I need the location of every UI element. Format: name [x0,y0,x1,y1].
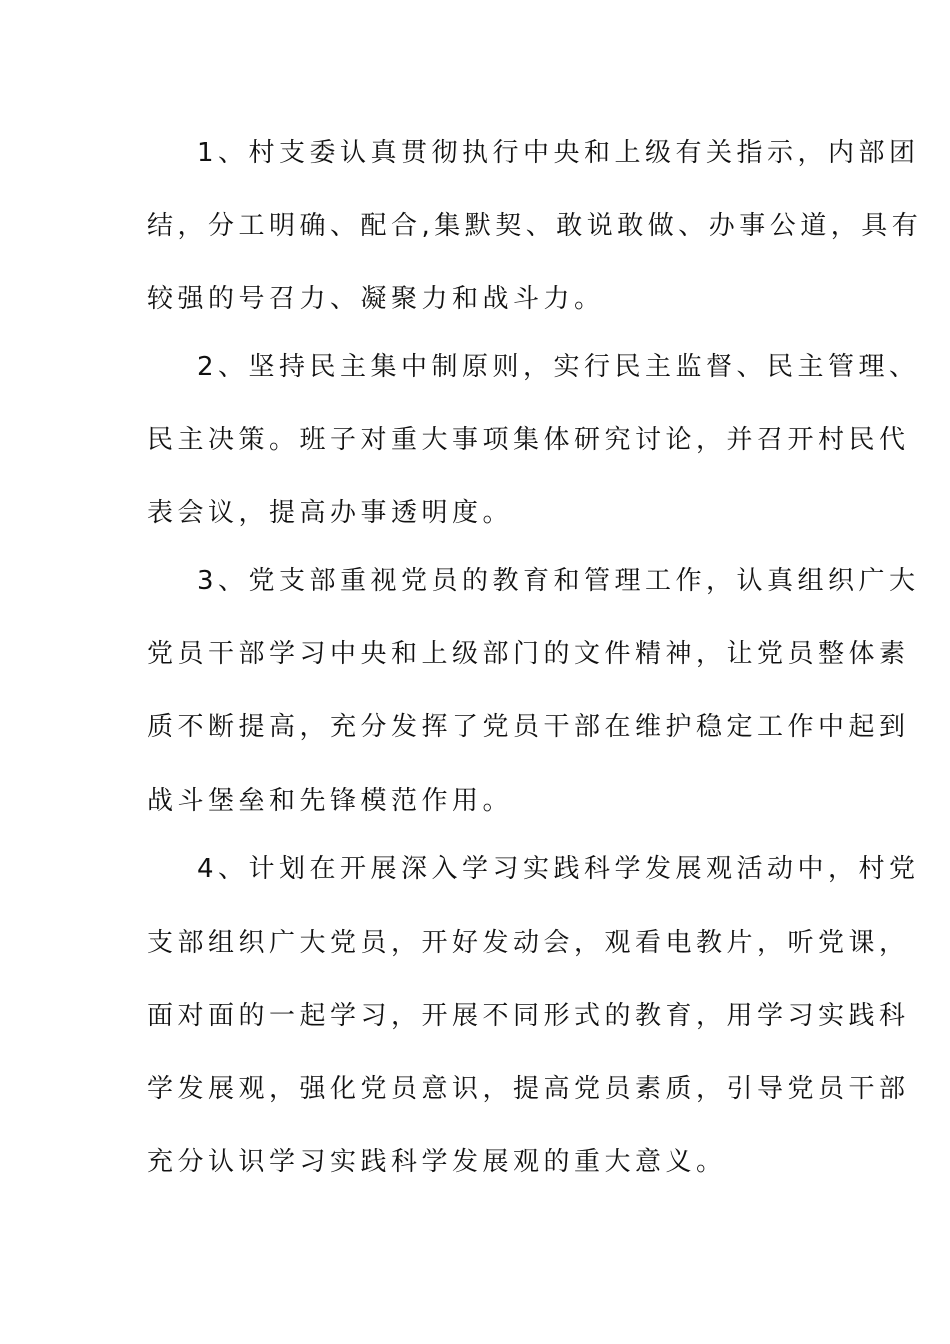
paragraph-2-line-3: 表会议，提高办事透明度。 [147,498,514,528]
paragraph-2-line-1: 2、坚持民主集中制原则，实行民主监督、民主管理、 [197,352,920,382]
paragraph-3-line-2: 党员干部学习中央和上级部门的文件精神，让党员整体素 [147,639,910,669]
paragraph-4-line-1: 4、计划在开展深入学习实践科学发展观活动中，村党 [197,854,920,884]
paragraph-1-line-3: 较强的号召力、凝聚力和战斗力。 [147,284,605,314]
paragraph-1-line-2: 结，分工明确、配合,集默契、敢说敢做、办事公道，具有 [147,211,923,241]
paragraph-3-line-1: 3、党支部重视党员的教育和管理工作，认真组织广大 [197,566,920,596]
paragraph-4-line-2: 支部组织广大党员，开好发动会，观看电教片，听党课， [147,928,910,958]
paragraph-4-line-5: 充分认识学习实践科学发展观的重大意义。 [147,1147,727,1177]
paragraph-3-line-4: 战斗堡垒和先锋模范作用。 [147,786,514,816]
paragraph-1-line-1: 1、村支委认真贯彻执行中央和上级有关指示，内部团 [197,138,920,168]
paragraph-4-line-4: 学发展观，强化党员意识，提高党员素质，引导党员干部 [147,1074,910,1104]
paragraph-4-line-3: 面对面的一起学习，开展不同形式的教育，用学习实践科 [147,1001,910,1031]
paragraph-2-line-2: 民主决策。班子对重大事项集体研究讨论，并召开村民代 [147,425,910,455]
paragraph-3-line-3: 质不断提高，充分发挥了党员干部在维护稳定工作中起到 [147,712,910,742]
